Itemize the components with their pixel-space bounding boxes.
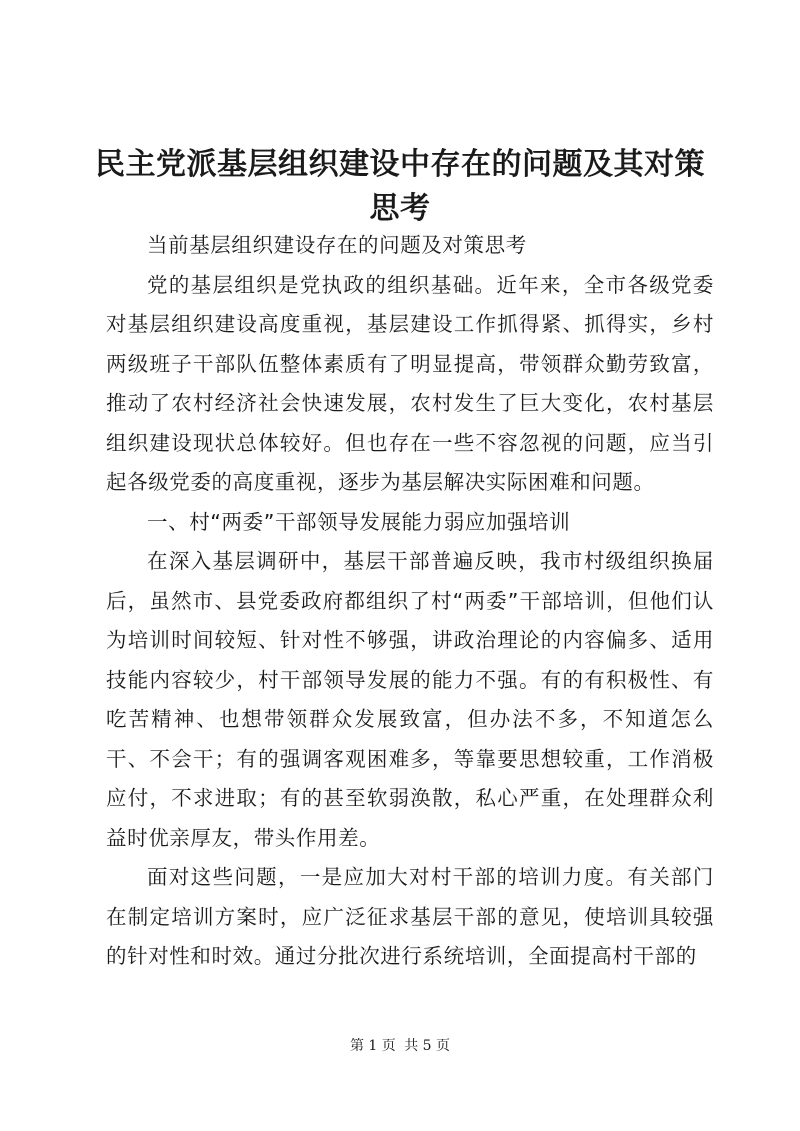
- body-paragraph: 党的基层组织是党执政的组织基础。近年来，全市各级党委对基层组织建设高度重视，基层建设工作抓得紧、抓得实，乡村两级班子干部队伍整体素质有了明显提高，带领群众勤劳致富，推动了农村经济社会快速发展，农村发生了巨大变化，农村基层组织建设现状总体较好。但也存在一些不容忽视的问题，应当引起各级党委的高度重视，逐步为基层解决实际困难和问题。: [106, 272, 714, 494]
- section-heading: 一、村“两委”干部领导发展能力弱应加强培训: [147, 509, 571, 534]
- body-paragraph: 面对这些问题，一是应加大对村干部的培训力度。有关部门在制定培训方案时，应广泛征求基层干部的意见，使培训具较强的针对性和时效。通过分批次进行系统培训，全面提高村干部的: [106, 865, 714, 968]
- document-title: 民主党派基层组织建设中存在的问题及其对策思考: [95, 147, 705, 226]
- page-footer: [0, 1036, 800, 1056]
- page-total: 共 5 页: [404, 1038, 451, 1054]
- body-paragraph: 在深入基层调研中，基层干部普遍反映，我市村级组织换届后，虽然市、县党委政府都组织了村“两委”干部培训，但他们认为培训时间较短、针对性不够强，讲政治理论的内容偏多、适用技能内容较少，村干部领导发展的能力不强。有的有积极性、有吃苦精神、也想带领群众发展致富，但办法不多，不知道怎么干、不会干；有的强调客观困难多，等靠要思想较重，工作消极应付，不求进取；有的甚至软弱涣散，私心严重，在处理群众利益时优亲厚友，带头作用差。: [106, 549, 714, 850]
- page-number: 第 1 页: [349, 1038, 396, 1054]
- document-body: [106, 226, 714, 977]
- subtitle-paragraph: 当前基层组织建设存在的问题及对策思考: [147, 233, 527, 257]
